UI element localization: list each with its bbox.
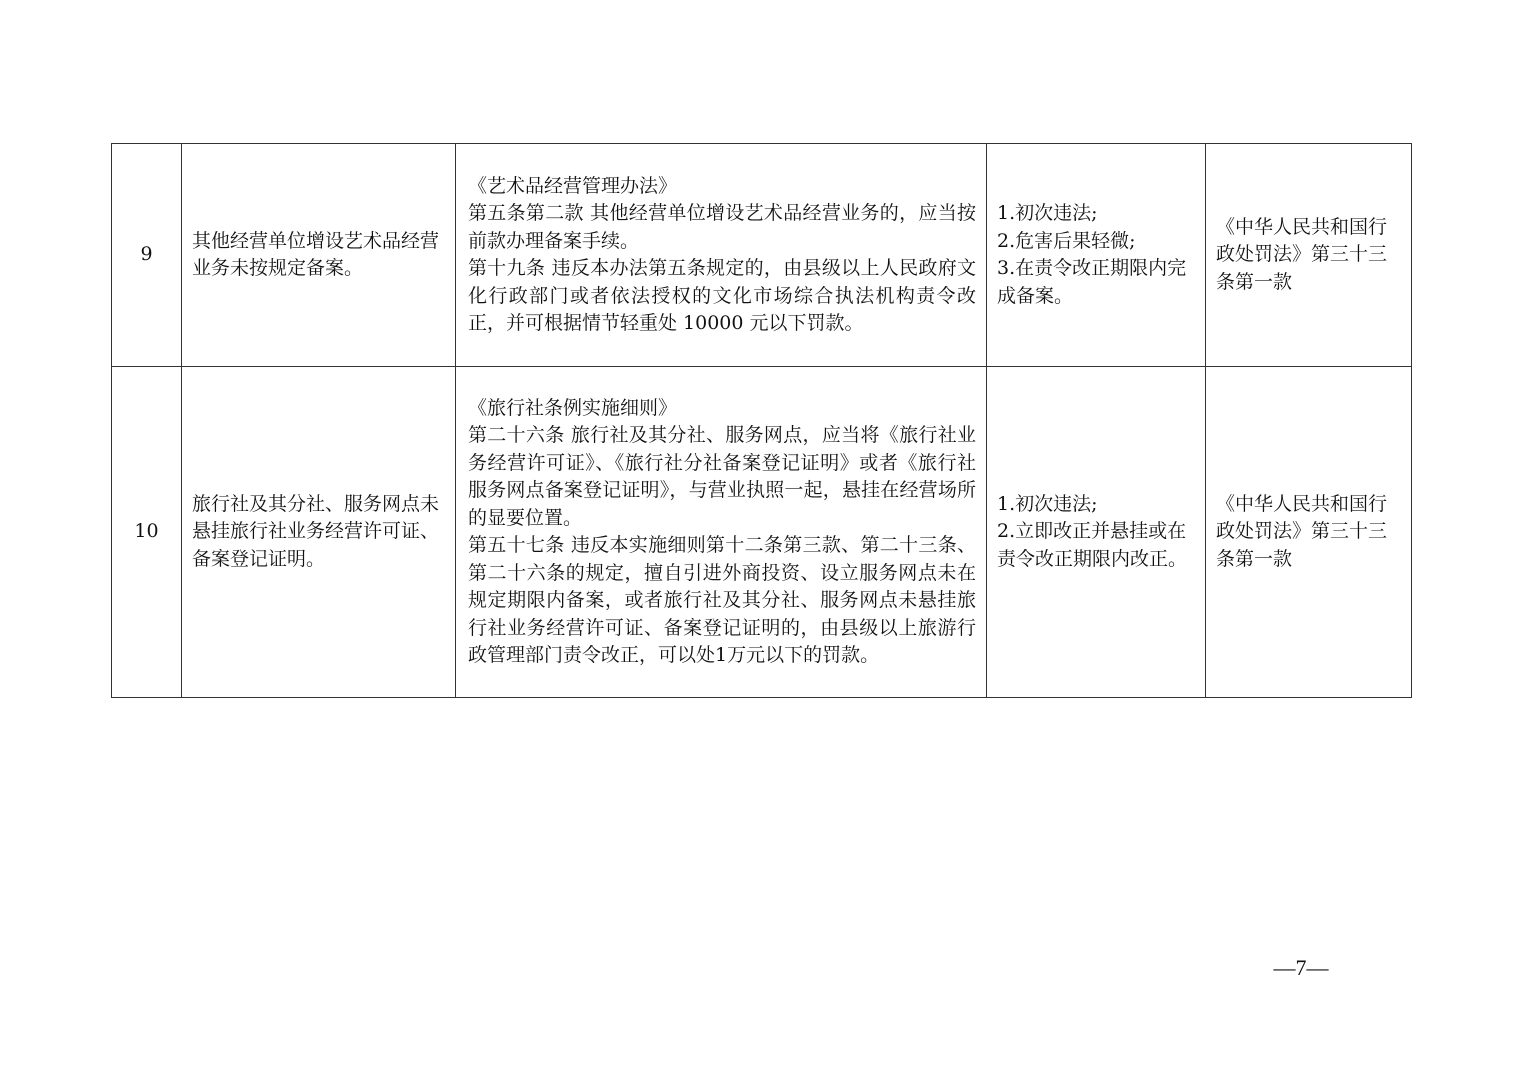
legal-basis-line: 《旅行社条例实施细则》 xyxy=(468,396,678,419)
table-row xyxy=(112,144,1412,367)
exemption-basis: 《中华人民共和国行政处罚法》第三十三条第一款 xyxy=(1206,367,1412,698)
legal-basis-line: 第二十六条 旅行社及其分社、服务网点，应当将《旅行社业务经营许可证》、《旅行社分社备案登记证明》或者《旅行社服务网点备案登记证明》，与营业执照一起，悬挂在经营场所的显要位置。 xyxy=(468,424,976,529)
row-number: 9 xyxy=(112,144,182,367)
legal-basis-line: 第五条第二款 其他经营单位增设艺术品经营业务的，应当按前款办理备案手续。 xyxy=(468,202,976,252)
page-number: —7— xyxy=(1273,955,1329,980)
violation-description: 其他经营单位增设艺术品经营业务未按规定备案。 xyxy=(182,144,456,367)
penalty-exemption-table xyxy=(111,143,1412,698)
legal-basis xyxy=(456,367,987,698)
legal-basis-line: 第十九条 违反本办法第五条规定的，由县级以上人民政府文化行政部门或者依法授权的文化市场综合执法机构责令改正，并可根据情节轻重处 10000 元以下罚款。 xyxy=(468,257,976,334)
row-number: 10 xyxy=(112,367,182,698)
condition-line: 2.立即改正并悬挂或在责令改正期限内改正。 xyxy=(997,520,1188,570)
exemption-conditions xyxy=(987,144,1206,367)
condition-line: 2.危害后果轻微; xyxy=(997,229,1136,252)
condition-line: 1.初次违法; xyxy=(997,202,1098,224)
legal-basis xyxy=(456,144,987,367)
condition-line: 3.在责令改正期限内完成备案。 xyxy=(997,257,1187,307)
violation-description: 旅行社及其分社、服务网点未悬挂旅行社业务经营许可证、备案登记证明。 xyxy=(182,367,456,698)
legal-basis-line: 第五十七条 违反本实施细则第十二条第三款、第二十三条、第二十六条的规定，擅自引进外商投资、设立服务网点未在规定期限内备案，或者旅行社及其分社、服务网点未悬挂旅行社业务经营许可证、备案登记证明的，由县级以上旅游行政管理部门责令改正，可以处1万元以下的罚款。 xyxy=(468,534,976,666)
condition-line: 1.初次违法; xyxy=(997,492,1098,515)
exemption-conditions xyxy=(987,367,1206,698)
table-row xyxy=(112,367,1412,698)
exemption-basis: 《中华人民共和国行政处罚法》第三十三条第一款 xyxy=(1206,144,1412,367)
legal-basis-line: 《艺术品经营管理办法》 xyxy=(468,174,678,197)
